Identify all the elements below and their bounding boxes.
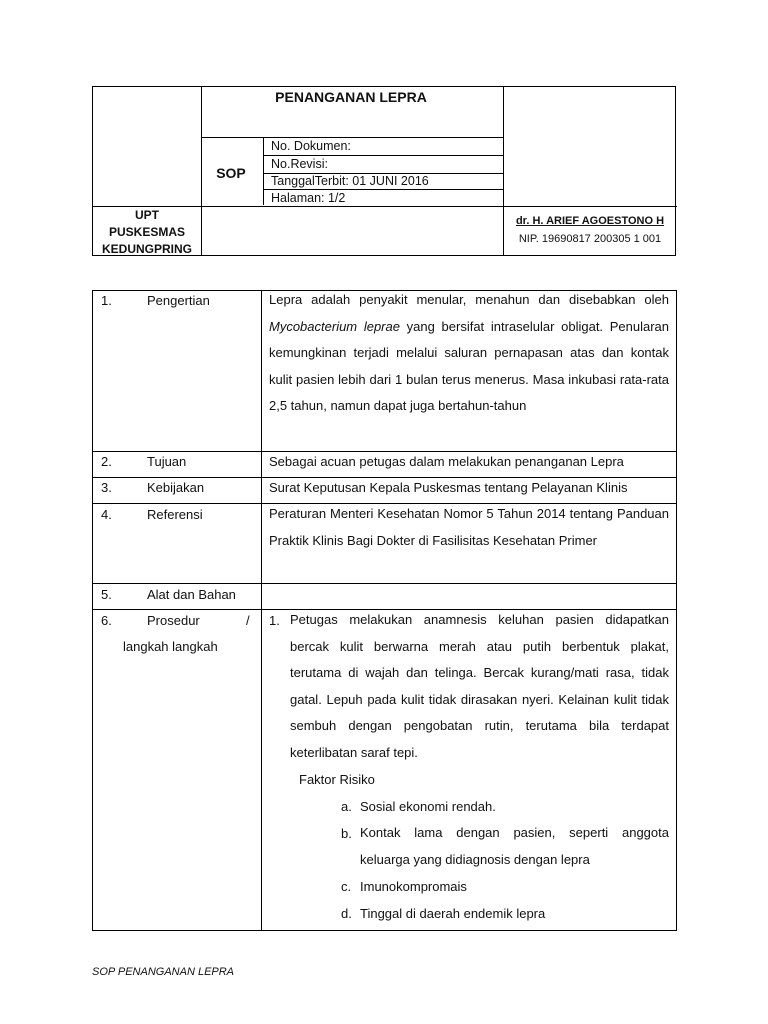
meta-page: Halaman: 1/2 [271, 191, 346, 205]
institution-line: UPT [135, 208, 159, 222]
risk-item: Sosial ekonomi rendah. [360, 799, 496, 814]
step-text: Petugas melakukan anamnesis keluhan pasien didapatkan bercak kulit berwarna merah atau putih berbentuk plakat, terutama di wajah dan telinga. Bercak kurang/mati rasa, tidak gatal. Lepuh pada kulit tidak dirasakan nyeri. Kelainan kulit tidak sembuh dengan pengobatan rutin, terutama bila terdapat keterlibatan saraf tepi. [290, 612, 669, 760]
risk-item: Tinggal di daerah endemik lepra [360, 906, 546, 921]
sop-label: SOP [216, 165, 246, 181]
institution-line: PUSKESMAS [108, 225, 185, 239]
divider [93, 583, 676, 584]
divider [503, 87, 504, 255]
divider [263, 137, 264, 205]
row-label-pengertian: Pengertian [147, 293, 210, 308]
row-number: 4. [101, 507, 112, 522]
page-footer: SOP PENANGANAN LEPRA [92, 966, 235, 978]
tujuan-text: Sebagai acuan petugas dalam melakukan penanganan Lepra [269, 454, 624, 469]
risk-letter: a. [341, 799, 352, 814]
institution-line: KEDUNGPRING [101, 242, 192, 256]
sop-content-table [92, 290, 677, 931]
risk-letter: d. [341, 906, 352, 921]
pengertian-text [269, 287, 669, 420]
row-number: 2. [101, 454, 112, 469]
document-title: PENANGANAN LEPRA [275, 89, 427, 105]
row-number: 3. [101, 480, 112, 495]
signatory-name: dr. H. ARIEF AGOESTONO H [515, 215, 665, 227]
divider [261, 291, 262, 930]
institution-name [93, 207, 201, 258]
divider [93, 451, 676, 452]
species-name: Mycobacterium leprae [269, 318, 400, 334]
row-label-referensi: Referensi [147, 507, 203, 522]
signatory-nip: NIP. 19690817 200305 1 001 [518, 233, 662, 245]
meta-revision: No.Revisi: [271, 157, 328, 171]
header-table [92, 86, 676, 256]
divider [201, 137, 503, 138]
row-label-tujuan: Tujuan [147, 454, 187, 469]
divider [263, 155, 503, 156]
referensi-text: Peraturan Menteri Kesehatan Nomor 5 Tahun 2014 tentang Panduan Praktik Klinis Bagi Dokter di Fasilisitas Kesehatan Primer [269, 506, 669, 548]
row-label-prosedur: Prosedur [147, 613, 200, 628]
row-label-alat-bahan: Alat dan Bahan [147, 587, 236, 602]
pengertian-text-part: Lepra adalah penyakit menular, menahun dan disebabkan oleh [269, 292, 669, 307]
row-number: 5. [101, 587, 112, 602]
row-label-kebijakan: Kebijakan [147, 480, 205, 495]
risk-item: Kontak lama dengan pasien, seperti anggota keluarga yang didiagnosis dengan lepra [360, 825, 669, 867]
row-number: 1. [101, 293, 112, 308]
step-number: 1. [269, 613, 280, 628]
risk-item: Imunokompromais [360, 879, 467, 894]
divider [93, 477, 676, 478]
divider [263, 189, 503, 190]
kebijakan-text: Surat Keputusan Kepala Puskesmas tentang Pelayanan Klinis [269, 480, 628, 495]
risk-letter: b. [341, 826, 352, 841]
pengertian-text-part: yang bersifat intraselular obligat. Penularan kemungkinan terjadi melalui saluran pernapasan atas dan kontak kulit pasien lebih dari 1 bulan terus menerus. Masa inkubasi rata-rata 2,5 tahun, namun dapat juga bertahun-tahun [269, 318, 669, 414]
meta-issue-date: TanggalTerbit: 01 JUNI 2016 [271, 174, 429, 188]
risk-factor-title: Faktor Risiko [299, 772, 375, 787]
risk-letter: c. [341, 879, 352, 894]
meta-doc-number: No. Dokumen: [271, 139, 351, 153]
label-slash: / [246, 613, 250, 628]
row-number: 6. [101, 613, 112, 628]
row-label-langkah: langkah langkah [123, 639, 218, 654]
